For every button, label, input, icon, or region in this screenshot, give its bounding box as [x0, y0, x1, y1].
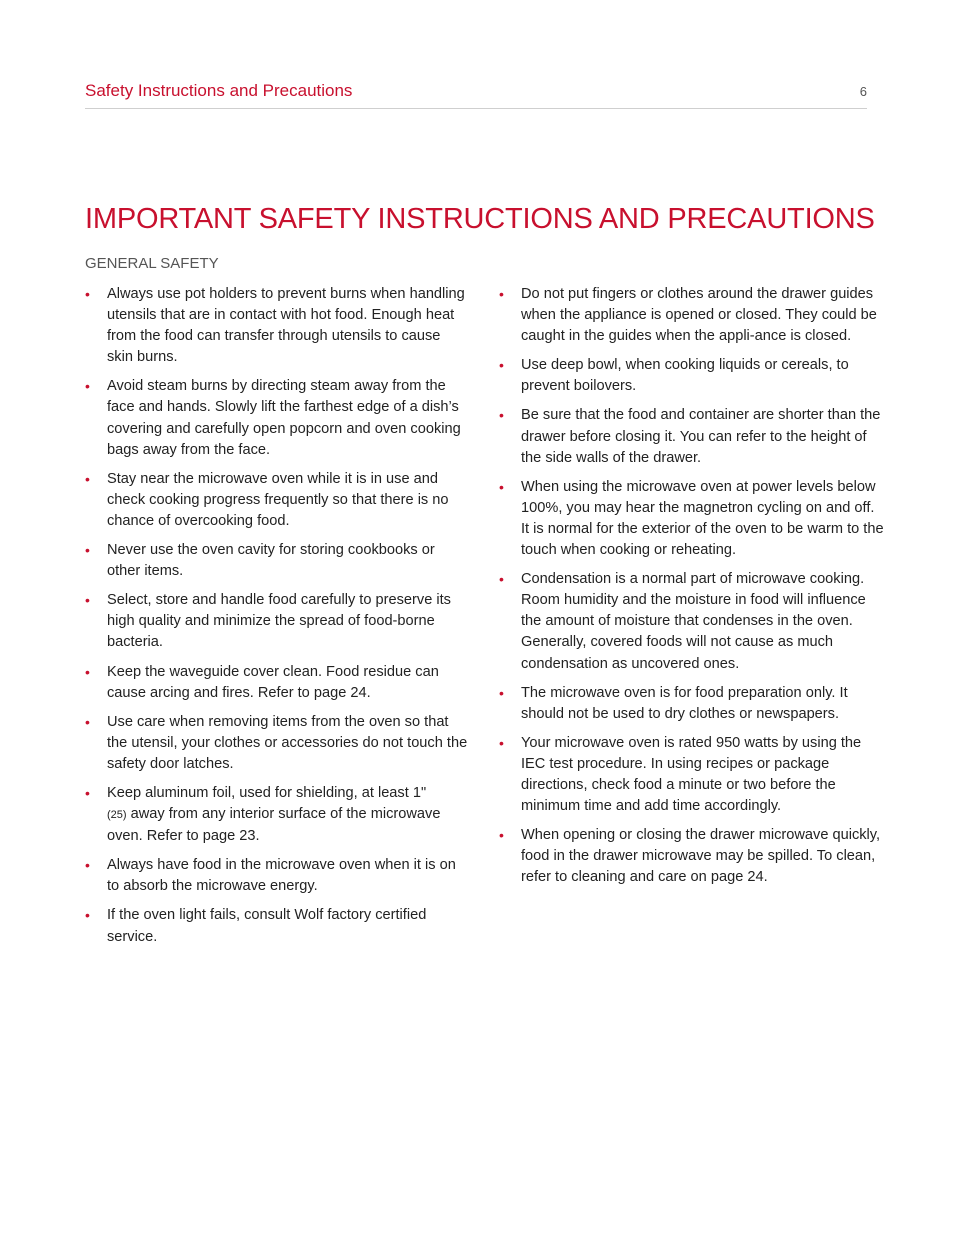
- bullet-icon: •: [499, 357, 504, 374]
- bullet-icon: •: [499, 827, 504, 844]
- list-item: [85, 376, 470, 460]
- header-title: Safety Instructions and Precautions: [85, 81, 353, 100]
- list-item-text: Stay near the microwave oven while it is in use and check cooking progress frequently so that there is no chance of overcooking food.: [107, 470, 449, 529]
- list-item: [85, 284, 470, 368]
- list-item: [85, 469, 470, 532]
- bullet-icon: •: [85, 378, 90, 395]
- list-item-foil: [85, 783, 470, 847]
- section-heading: GENERAL SAFETY: [85, 255, 219, 272]
- list-item: [499, 683, 884, 725]
- bullet-icon: •: [499, 734, 504, 751]
- list-item: [499, 733, 884, 817]
- list-item: [85, 590, 470, 653]
- bullet-icon: •: [85, 857, 90, 874]
- list-item: [499, 825, 884, 888]
- bullet-icon: •: [499, 684, 504, 701]
- list-item: [499, 569, 884, 674]
- list-item-text: Always have food in the microwave oven when it is on to absorb the microwave energy.: [107, 857, 456, 895]
- list-item-text: Keep the waveguide cover clean. Food residue can cause arcing and fires. Refer to page 24.: [107, 663, 439, 701]
- bullet-icon: •: [85, 542, 90, 559]
- bullet-icon: •: [85, 592, 90, 609]
- foil-metric: (25): [107, 809, 127, 822]
- list-item: [85, 662, 470, 704]
- list-item-text: Avoid steam burns by directing steam away from the face and hands. Slowly lift the farthest edge of a dish’s covering and carefully open popcorn and oven cooking bags away from the face.: [107, 378, 461, 458]
- bullet-icon: •: [499, 571, 504, 588]
- list-item: [85, 540, 470, 582]
- list-item: [85, 905, 470, 947]
- list-item: [499, 355, 884, 397]
- foil-text-part2: away from any interior surface of the microwave oven. Refer to page 23.: [107, 806, 441, 845]
- bullet-icon: •: [85, 907, 90, 924]
- list-item: [85, 855, 470, 897]
- list-item: [85, 712, 470, 775]
- bullet-icon: •: [85, 713, 90, 730]
- left-safety-list: [85, 284, 470, 956]
- bullet-icon: •: [499, 286, 504, 302]
- list-item-text: Use deep bowl, when cooking liquids or cereals, to prevent boilovers.: [521, 357, 849, 395]
- list-item-text: Condensation is a normal part of microwave cooking. Room humidity and the moisture in food will influence the amount of moisture that condenses in the oven. Generally, covered foods will not cause as much condensation as uncovered ones.: [521, 571, 866, 672]
- list-item-text: Be sure that the food and container are shorter than the drawer before closing it. You can refer to the height of the side walls of the drawer.: [521, 407, 881, 466]
- list-item: [499, 477, 884, 561]
- list-item-text: If the oven light fails, consult Wolf factory certified service.: [107, 907, 427, 945]
- bullet-icon: •: [499, 478, 504, 495]
- foil-text-part1: Keep aluminum foil, used for shielding, at least 1": [107, 784, 427, 801]
- page-header: [85, 80, 867, 109]
- list-item-text: Use care when removing items from the oven so that the utensil, your clothes or accessories do not touch the safety door latches.: [107, 713, 468, 772]
- list-item-text: When using the microwave oven at power levels below 100%, you may hear the magnetron cycling on and off. It is normal for the exterior of the oven to be warm to the touch when cooking or reheating.: [521, 478, 884, 559]
- list-item-text: Do not put fingers or clothes around the drawer guides when the appliance is opened or closed. They could be caught in the guides when the appli-ance is closed.: [521, 286, 877, 345]
- bullet-icon: •: [499, 407, 504, 424]
- bullet-icon: •: [85, 286, 90, 302]
- bullet-icon: •: [85, 784, 90, 801]
- list-item-text: The microwave oven is for food preparation only. It should not be used to dry clothes or newspapers.: [521, 684, 848, 722]
- list-item-text: Your microwave oven is rated 950 watts by using the IEC test procedure. In using recipes or package directions, check food a minute or two before the minimum time and add time accordingly.: [521, 734, 862, 815]
- page-number: 6: [859, 84, 867, 99]
- list-item-text: When opening or closing the drawer microwave quickly, food in the drawer microwave may be spilled. To clean, refer to cleaning and care on page 24.: [521, 827, 881, 886]
- right-safety-list: [499, 284, 884, 896]
- bullet-icon: •: [85, 470, 90, 487]
- list-item-text: Always use pot holders to prevent burns when handling utensils that are in contact with hot food. Enough heat from the food can transfer through utensils to cause skin burns.: [107, 286, 465, 366]
- page-title: IMPORTANT SAFETY INSTRUCTIONS AND PRECAUTIONS: [85, 203, 875, 235]
- bullet-icon: •: [85, 663, 90, 680]
- list-item: [499, 405, 884, 468]
- list-item-text: Select, store and handle food carefully to preserve its high quality and minimize the spread of food-borne bacteria.: [107, 592, 451, 651]
- list-item-text: Never use the oven cavity for storing cookbooks or other items.: [107, 542, 435, 580]
- list-item: [499, 284, 884, 347]
